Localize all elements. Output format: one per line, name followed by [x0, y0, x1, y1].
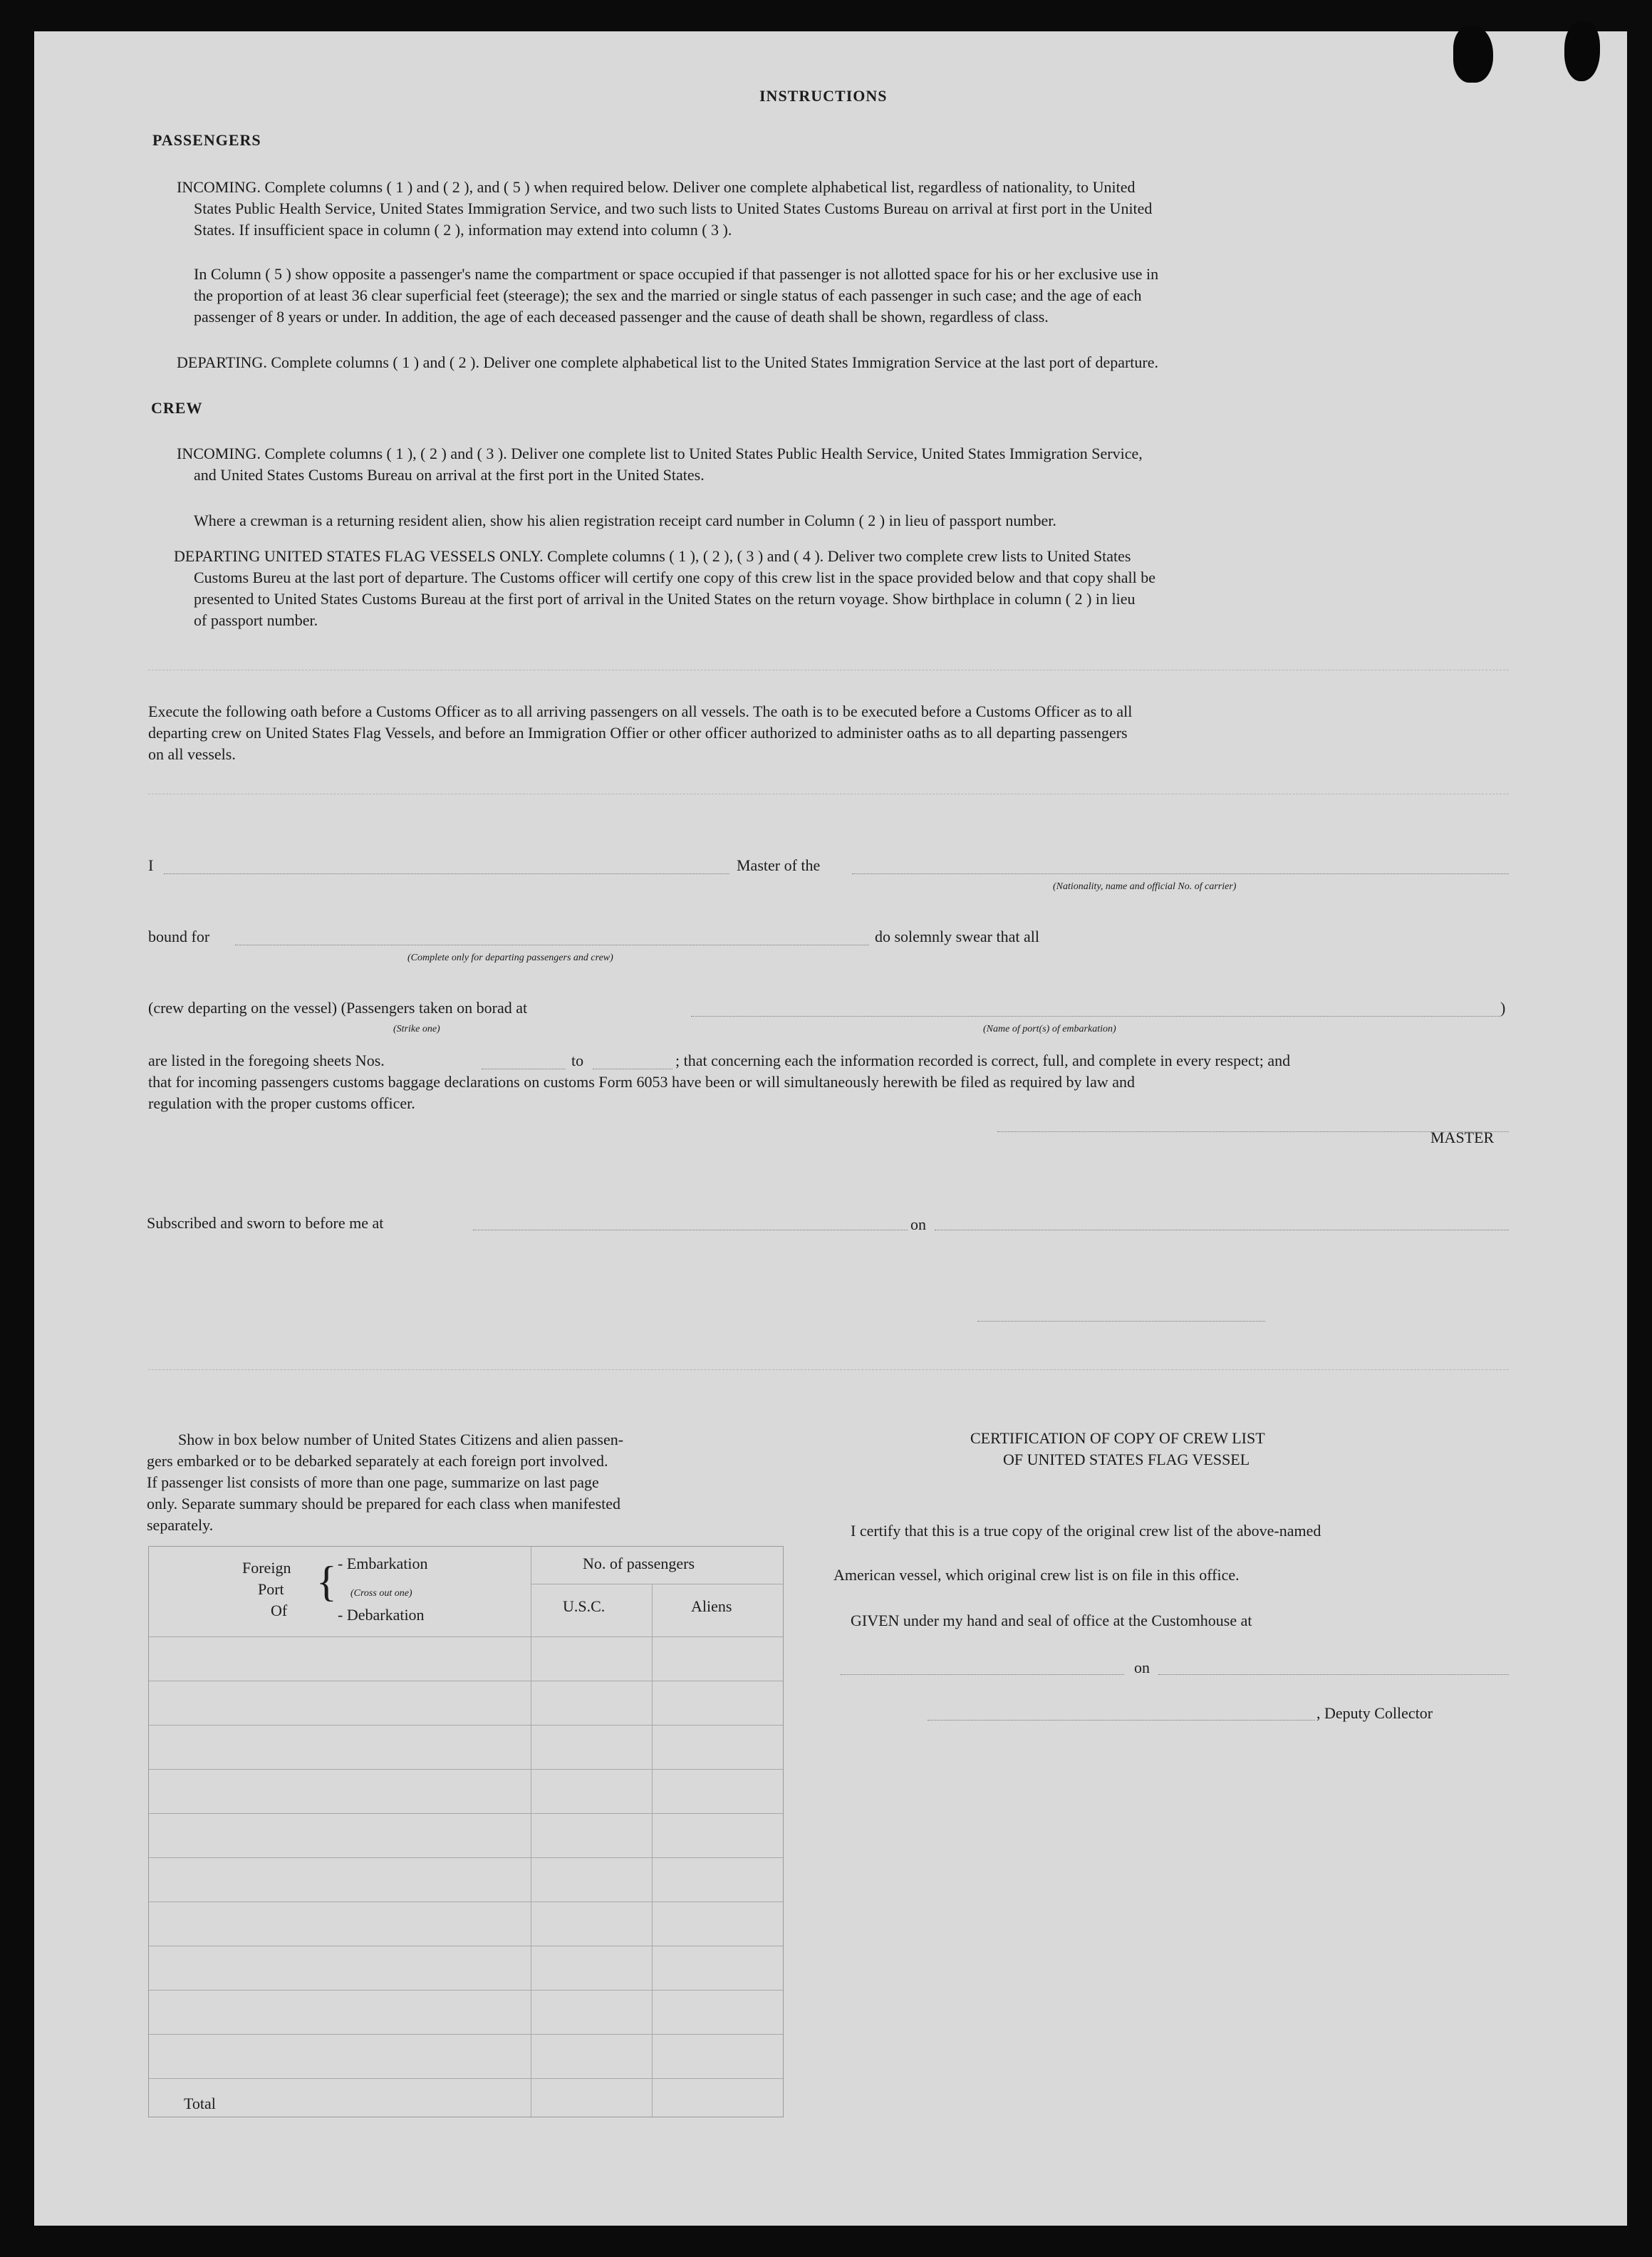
instructions-title: INSTRUCTIONS: [759, 87, 888, 105]
bound-for-label: bound for: [148, 928, 210, 945]
passengers-incoming-line: States Public Health Service, United States Immigration Service, and two such lists to United States Customs Bureau on arrival at first port in the United: [194, 199, 1153, 217]
passengers-incoming-line: INCOMING. Complete columns ( 1 ) and ( 2 ), and ( 5 ) when required below. Deliver one complete alphabetical list, regardless of nationality, to United: [177, 178, 1136, 196]
crew-incoming-line: INCOMING. Complete columns ( 1 ), ( 2 ) and ( 3 ). Deliver one complete list to United States Public Health Service, United States Immigration Service,: [177, 445, 1143, 462]
corner-damage-mark: [1564, 21, 1600, 81]
section-divider: [148, 1369, 1509, 1370]
certification-title: CERTIFICATION OF COPY OF CREW LIST: [970, 1429, 1265, 1447]
passengers-heading: PASSENGERS: [152, 131, 261, 149]
subscribed-label: Subscribed and sworn to before me at: [147, 1214, 384, 1232]
certify-text: American vessel, which original crew list is on file in this office.: [833, 1566, 1240, 1584]
corner-damage-mark: [1453, 26, 1493, 83]
table-row[interactable]: [149, 1769, 783, 1770]
summary-intro-line: If passenger list consists of more than one page, summarize on last page: [147, 1473, 599, 1491]
table-row[interactable]: [149, 2078, 783, 2079]
customhouse-field[interactable]: [841, 1674, 1124, 1675]
crew-departing-line: DEPARTING UNITED STATES FLAG VESSELS ONLY. Complete columns ( 1 ), ( 2 ), ( 3 ) and ( 4 ). Deliver two complete crew lists to United States: [174, 547, 1131, 565]
of-label: Of: [271, 1602, 288, 1619]
table-row[interactable]: [149, 1901, 783, 1902]
crew-incoming-line: and United States Customs Bureau on arrival at the first port in the United States.: [194, 466, 705, 484]
total-label: Total: [184, 2095, 216, 2112]
certification-title: OF UNITED STATES FLAG VESSEL: [1003, 1451, 1250, 1468]
bracket-icon: {: [316, 1558, 337, 1605]
oath-i-label: I: [148, 856, 154, 874]
cert-on-label: on: [1134, 1659, 1150, 1676]
cross-out-hint: (Cross out one): [350, 1588, 412, 1599]
ports-hint: (Name of port(s) of embarkation): [983, 1024, 1116, 1034]
table-row[interactable]: [149, 1857, 783, 1858]
given-text: GIVEN under my hand and seal of office at the Customhouse at: [851, 1612, 1252, 1629]
column5-instruction-line: passenger of 8 years or under. In addition, the age of each deceased passenger and the cause of death shall be shown, regardless of class.: [194, 308, 1049, 326]
oath-intro-line: on all vessels.: [148, 745, 236, 763]
table-row[interactable]: [149, 1813, 783, 1814]
listed-line: regulation with the proper customs officer.: [148, 1094, 415, 1112]
passengers-departing: DEPARTING. Complete columns ( 1 ) and ( 2 ). Deliver one complete alphabetical list to the United States Immigration Service at the last port of departure.: [177, 353, 1159, 371]
passengers-incoming-line: States. If insufficient space in column ( 2 ), information may extend into column ( 3 ).: [194, 221, 732, 239]
crew-heading: CREW: [151, 399, 203, 417]
summary-intro-line: only. Separate summary should be prepared for each class when manifested: [147, 1495, 621, 1513]
certify-text: I certify that this is a true copy of the original crew list of the above-named: [851, 1522, 1321, 1540]
no-of-passengers-header: No. of passengers: [583, 1555, 695, 1572]
embarkation-ports-field[interactable]: [691, 1016, 1500, 1017]
summary-intro-line: separately.: [147, 1516, 214, 1534]
oath-intro-line: Execute the following oath before a Customs Officer as to all arriving passengers on all vessels. The oath is to be executed before a Customs Officer as to all: [148, 702, 1133, 720]
summary-intro-line: gers embarked or to be debarked separately at each foreign port involved.: [147, 1452, 608, 1470]
sworn-on-label: on: [910, 1215, 926, 1233]
deputy-collector-label: , Deputy Collector: [1316, 1704, 1433, 1722]
strike-one-hint: (Strike one): [393, 1024, 440, 1034]
listed-prefix: are listed in the foregoing sheets Nos.: [148, 1052, 385, 1069]
passenger-summary-table: [148, 1546, 784, 2117]
column5-instruction-line: In Column ( 5 ) show opposite a passenger's name the compartment or space occupied if that passenger is not allotted space for his or her exclusive use in: [194, 265, 1159, 283]
crew-departing-line: presented to United States Customs Bureau at the first port of arrival in the United States on the return voyage. Show birthplace in column ( 2 ) in lieu: [194, 590, 1136, 608]
close-paren: ): [1500, 999, 1506, 1017]
listed-suffix: ; that concerning each the information recorded is correct, full, and complete in every respect; and: [675, 1052, 1291, 1069]
foreign-label: Foreign: [242, 1559, 291, 1577]
aliens-header: Aliens: [691, 1597, 732, 1615]
table-row[interactable]: [149, 1990, 783, 1991]
listed-line: that for incoming passengers customs baggage declarations on customs Form 6053 have been or will simultaneously herewith be filed as required by law and: [148, 1073, 1136, 1091]
oath-intro-line: departing crew on United States Flag Vessels, and before an Immigration Offier or other officer authorized to administer oaths as to all departing passengers: [148, 724, 1128, 742]
solemnly-swear-label: do solemnly swear that all: [875, 928, 1039, 945]
port-label: Port: [258, 1580, 284, 1598]
deputy-signature-field[interactable]: [928, 1720, 1315, 1721]
crew-departing-line: of passport number.: [194, 611, 318, 629]
resident-alien-note: Where a crewman is a returning resident alien, show his alien registration receipt card number in Column ( 2 ) in lieu of passport number.: [194, 512, 1056, 529]
master-name-field[interactable]: [164, 873, 729, 874]
usc-header: U.S.C.: [563, 1597, 606, 1615]
table-row[interactable]: [149, 1725, 783, 1726]
embarkation-label: - Embarkation: [338, 1555, 428, 1572]
master-label: MASTER: [1430, 1128, 1495, 1146]
carrier-hint: (Nationality, name and official No. of carrier): [1053, 881, 1237, 892]
column5-instruction-line: the proportion of at least 36 clear superficial feet (steerage); the sex and the married or single status of each passenger in such case; and the age of each: [194, 286, 1142, 304]
summary-intro-line: Show in box below number of United States Citizens and alien passen-: [178, 1431, 624, 1448]
table-row[interactable]: [149, 2034, 783, 2035]
crew-departing-line: Customs Bureu at the last port of departure. The Customs officer will certify one copy of this crew list in the space provided below and that copy shall be: [194, 569, 1156, 586]
complete-only-hint: (Complete only for departing passengers and crew): [407, 953, 613, 963]
officer-signature-field[interactable]: [977, 1321, 1265, 1322]
cert-date-field[interactable]: [1158, 1674, 1509, 1675]
master-of-the-label: Master of the: [737, 856, 821, 874]
crew-departing-strike-label: (crew departing on the vessel) (Passengers taken on borad at: [148, 999, 528, 1017]
carrier-field[interactable]: [852, 873, 1509, 874]
listed-to: to: [571, 1052, 584, 1069]
debarkation-label: - Debarkation: [338, 1606, 425, 1624]
